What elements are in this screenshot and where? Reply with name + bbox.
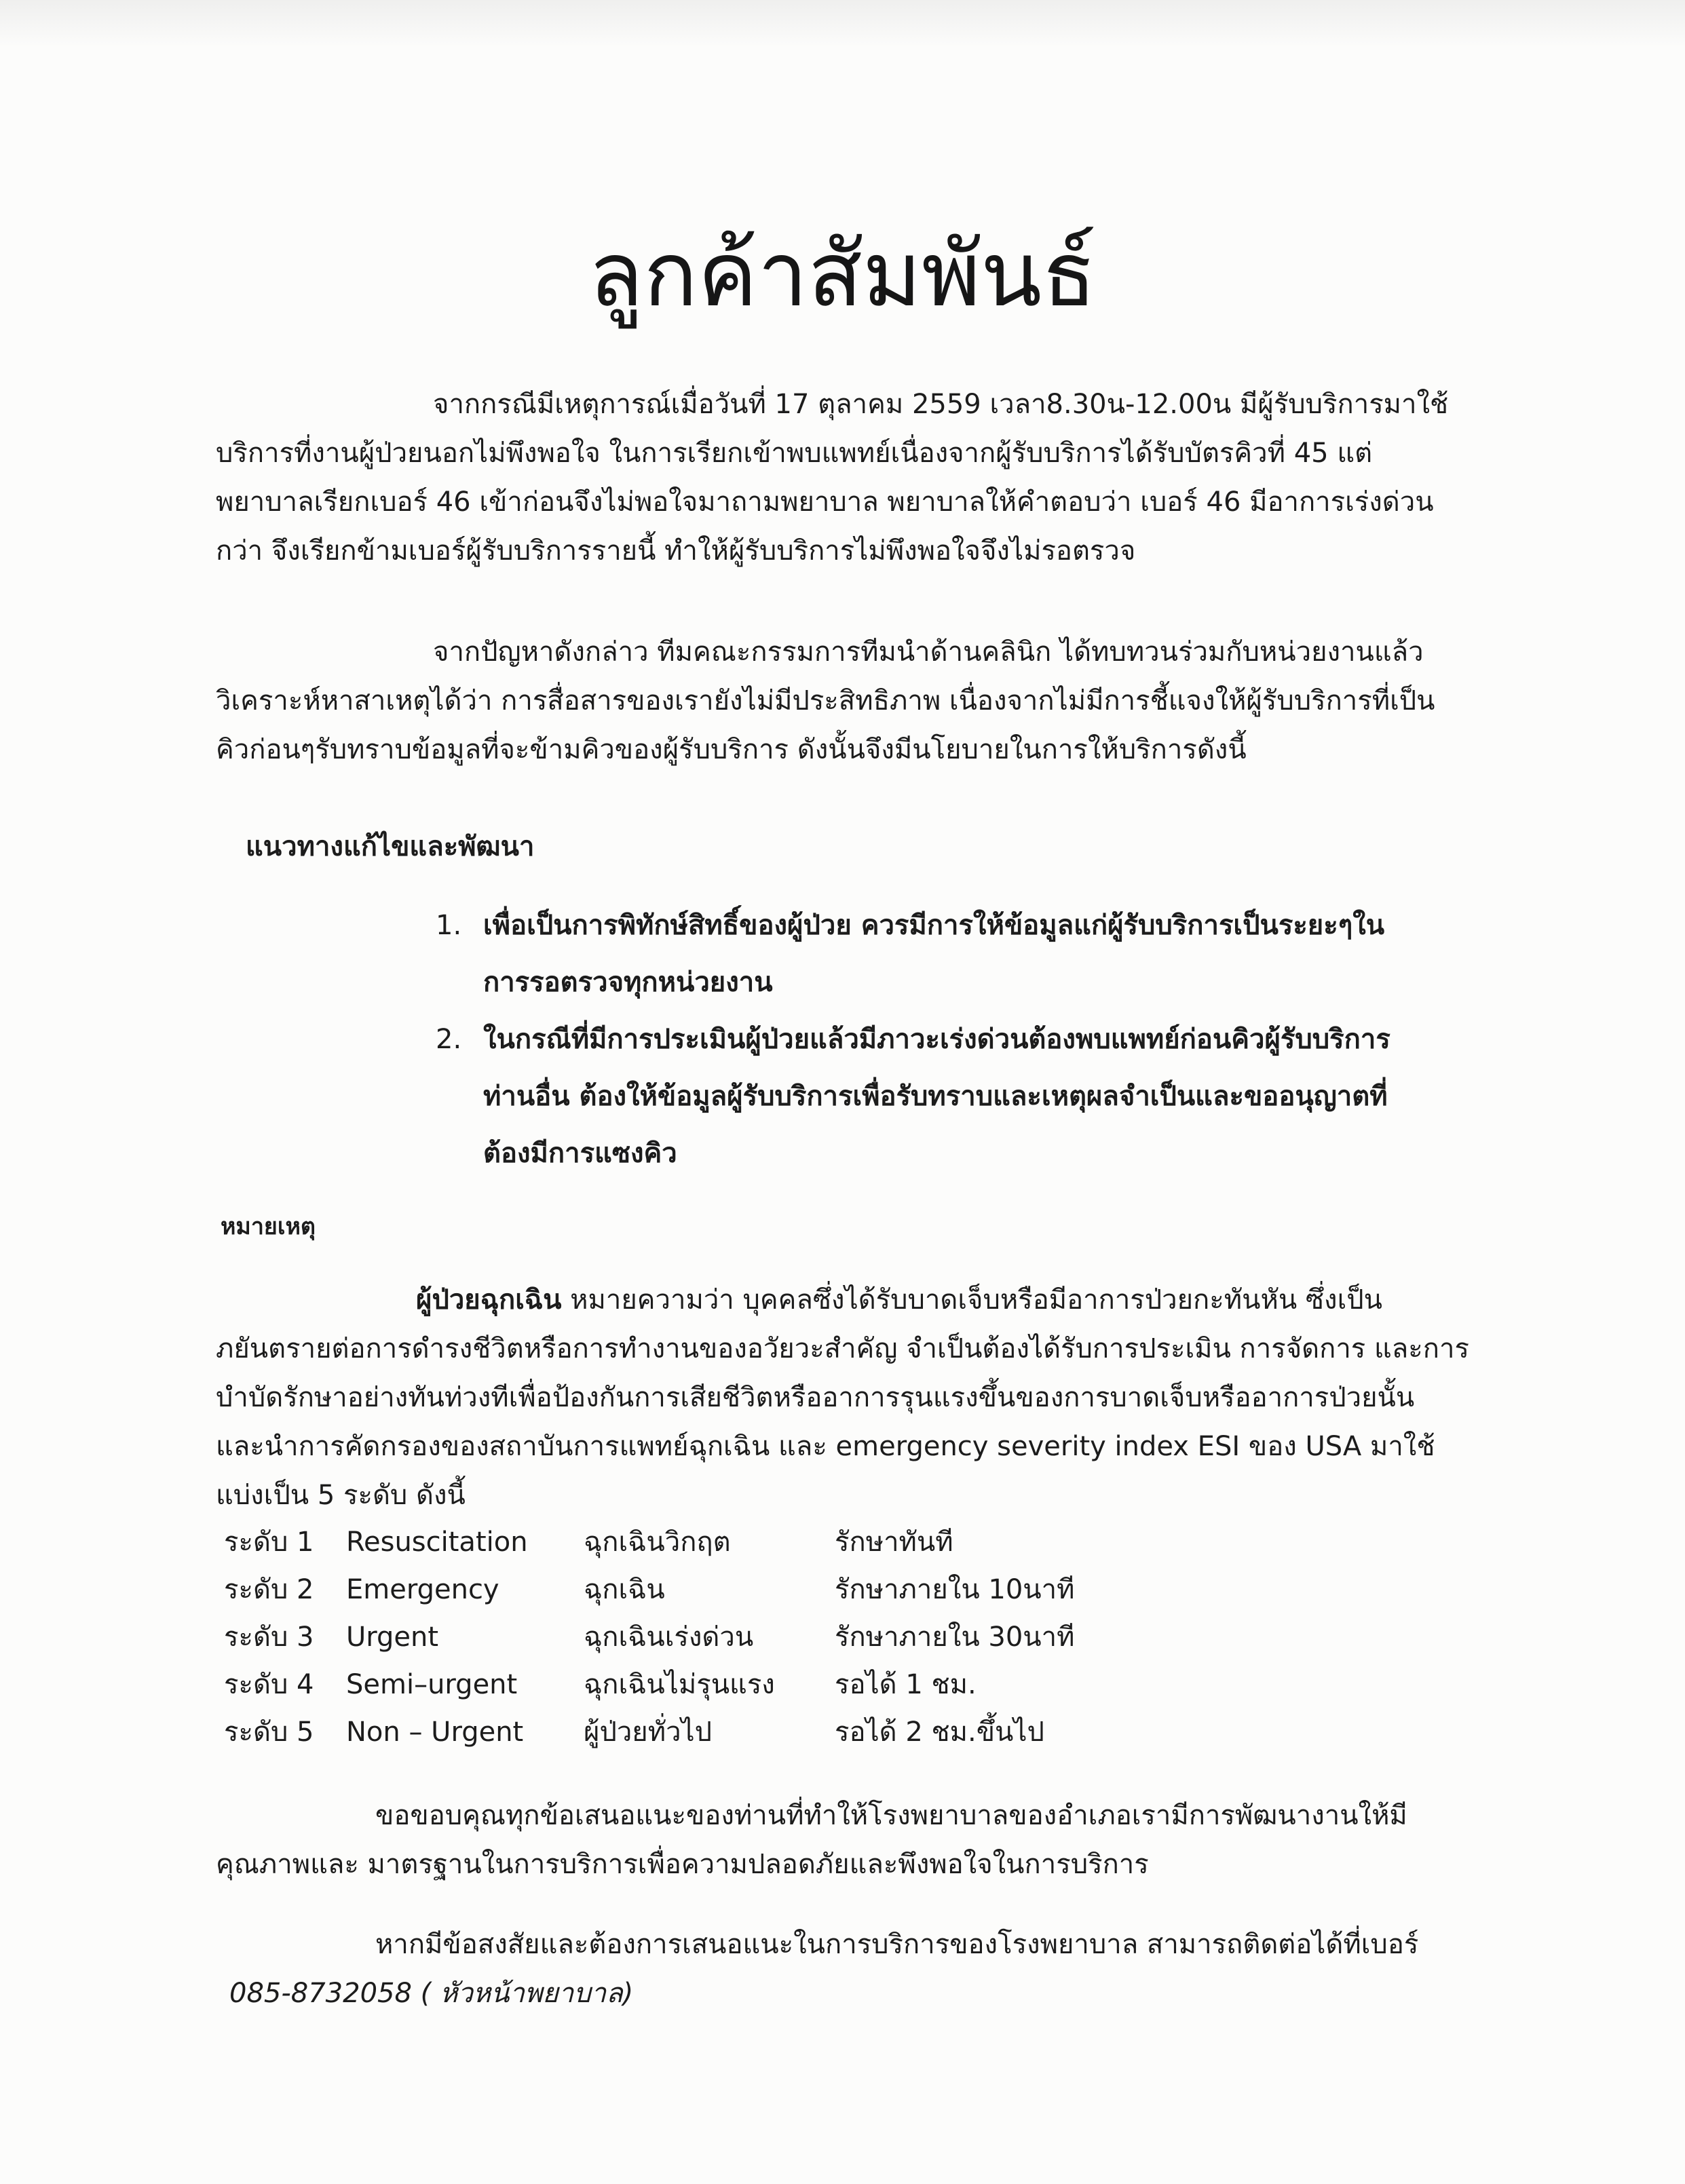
note-heading: หมายเหตุ bbox=[221, 1213, 316, 1240]
incident-line: กว่า จึงเรียกข้ามเบอร์ผู้รับบริการรายนี้ ทำให้ผู้รับบริการไม่พึงพอใจจึงไม่รอตรวจ bbox=[216, 535, 1136, 567]
analysis-line: คิวก่อนๆรับทราบข้อมูลที่จะข้ามคิวของผู้รับบริการ ดังนั้นจึงมีนโยบายในการให้บริการดังนี้ bbox=[216, 734, 1247, 765]
incident-line: บริการที่งานผู้ป่วยนอกไม่พึงพอใจ ในการเรียกเข้าพบแพทย์เนื่องจากผู้รับบริการได้รับบัตรคิวที่ 45 แต่ bbox=[216, 438, 1373, 469]
contact-phone: 085-8732058 ( หัวหน้าพยาบาล) bbox=[229, 1978, 634, 2009]
analysis-paragraph bbox=[216, 628, 1492, 774]
solution-item bbox=[436, 1011, 1494, 1182]
level-thai: ฉุกเฉินไม่รุนแรง bbox=[584, 1669, 775, 1700]
contact-paragraph bbox=[216, 1920, 1492, 2018]
level-label: ระดับ 2 bbox=[224, 1574, 314, 1605]
level-thai: ฉุกเฉินวิกฤต bbox=[584, 1527, 731, 1558]
level-time: รักษาภายใน 10นาที bbox=[835, 1574, 1075, 1605]
analysis-line: จากปัญหาดังกล่าว ทีมคณะกรรมการทีมนำด้านคลินิก ได้ทบทวนร่วมกับหน่วยงานแล้ว bbox=[433, 636, 1424, 668]
definition-paragraph bbox=[216, 1276, 1492, 1520]
thanks-paragraph bbox=[216, 1791, 1492, 1889]
definition-line: และนำการคัดกรองของสถาบันการแพทย์ฉุกเฉิน และ emergency severity index ESI ของ USA มาใช้ bbox=[216, 1431, 1435, 1462]
level-time: รักษาทันที bbox=[835, 1527, 953, 1558]
thanks-line: คุณภาพและ มาตรฐานในการบริการเพื่อความปลอดภัยและพึงพอใจในการบริการ bbox=[216, 1849, 1149, 1880]
definition-text: หมายความว่า บุคคลซึ่งได้รับบาดเจ็บหรือมีอาการป่วยกะทันหัน ซึ่งเป็น bbox=[561, 1284, 1382, 1316]
solution-line: ท่านอื่น ต้องให้ข้อมูลผู้รับบริการเพื่อรับทราบและเหตุผลจำเป็นและขออนุญาตที่ bbox=[483, 1081, 1388, 1112]
incident-line: จากกรณีมีเหตุการณ์เมื่อวันที่ 17 ตุลาคม 2559 เวลา8.30น-12.00น มีผู้รับบริการมาใช้ bbox=[433, 389, 1449, 420]
solution-line: ต้องมีการแซงคิว bbox=[483, 1138, 677, 1169]
level-english: Urgent bbox=[346, 1622, 439, 1653]
solutions-list bbox=[436, 897, 1494, 1182]
level-thai: ฉุกเฉินเร่งด่วน bbox=[584, 1622, 754, 1653]
level-time: รอได้ 1 ชม. bbox=[835, 1669, 977, 1700]
definition-line bbox=[216, 1276, 1492, 1324]
level-label: ระดับ 4 bbox=[224, 1669, 314, 1700]
level-label: ระดับ 1 bbox=[224, 1527, 314, 1558]
level-label: ระดับ 3 bbox=[224, 1622, 314, 1653]
definition-line: บำบัดรักษาอย่างทันท่วงทีเพื่อป้องกันการเสียชีวิตหรืออาการรุนแรงขึ้นของการบาดเจ็บหรืออาการป่วยนั้น bbox=[216, 1382, 1415, 1413]
contact-line: หากมีข้อสงสัยและต้องการเสนอแนะในการบริการของโรงพยาบาล สามารถติดต่อได้ที่เบอร์ bbox=[375, 1929, 1419, 1960]
solution-line: การรอตรวจทุกหน่วยงาน bbox=[483, 967, 773, 998]
incident-line: พยาบาลเรียกเบอร์ 46 เข้าก่อนจึงไม่พอใจมาถามพยาบาล พยาบาลให้คำตอบว่า เบอร์ 46 มีอาการเร่งด่วน bbox=[216, 486, 1434, 518]
solution-line: ในกรณีที่มีการประเมินผู้ป่วยแล้วมีภาวะเร่งด่วนต้องพบแพทย์ก่อนคิวผู้รับบริการ bbox=[483, 1024, 1390, 1055]
definition-line: ภยันตรายต่อการดำรงชีวิตหรือการทำงานของอวัยวะสำคัญ จำเป็นต้องได้รับการประเมิน การจัดการ และการ bbox=[216, 1333, 1469, 1364]
incident-paragraph bbox=[216, 380, 1492, 575]
definition-line: แบ่งเป็น 5 ระดับ ดังนี้ bbox=[216, 1480, 466, 1511]
solution-item bbox=[436, 897, 1494, 1011]
solution-number: 2. bbox=[436, 1024, 462, 1055]
level-english: Non – Urgent bbox=[346, 1717, 524, 1748]
level-english: Emergency bbox=[346, 1574, 499, 1605]
level-label: ระดับ 5 bbox=[224, 1717, 314, 1748]
definition-term: ผู้ป่วยฉุกเฉิน bbox=[416, 1284, 562, 1316]
level-thai: ฉุกเฉิน bbox=[584, 1574, 665, 1605]
page-title: ลูกค้าสัมพันธ์ bbox=[588, 223, 1097, 327]
solutions-heading: แนวทางแก้ไขและพัฒนา bbox=[246, 831, 535, 862]
level-time: รักษาภายใน 30นาที bbox=[835, 1622, 1075, 1653]
solution-line: เพื่อเป็นการพิทักษ์สิทธิ์ของผู้ป่วย ควรมีการให้ข้อมูลแก่ผู้รับบริการเป็นระยะๆใน bbox=[483, 910, 1385, 941]
level-english: Resuscitation bbox=[346, 1527, 528, 1558]
level-thai: ผู้ป่วยทั่วไป bbox=[584, 1717, 713, 1748]
level-english: Semi–urgent bbox=[346, 1669, 518, 1700]
analysis-line: วิเคราะห์หาสาเหตุได้ว่า การสื่อสารของเรายังไม่มีประสิทธิภาพ เนื่องจากไม่มีการชี้แจงให้ผู้รับบริการที่เป็น bbox=[216, 685, 1435, 716]
solution-number: 1. bbox=[436, 910, 462, 941]
thanks-line: ขอขอบคุณทุกข้อเสนอแนะของท่านที่ทำให้โรงพยาบาลของอำเภอเรามีการพัฒนางานให้มี bbox=[375, 1800, 1407, 1831]
level-time: รอได้ 2 ชม.ขึ้นไป bbox=[835, 1717, 1044, 1748]
